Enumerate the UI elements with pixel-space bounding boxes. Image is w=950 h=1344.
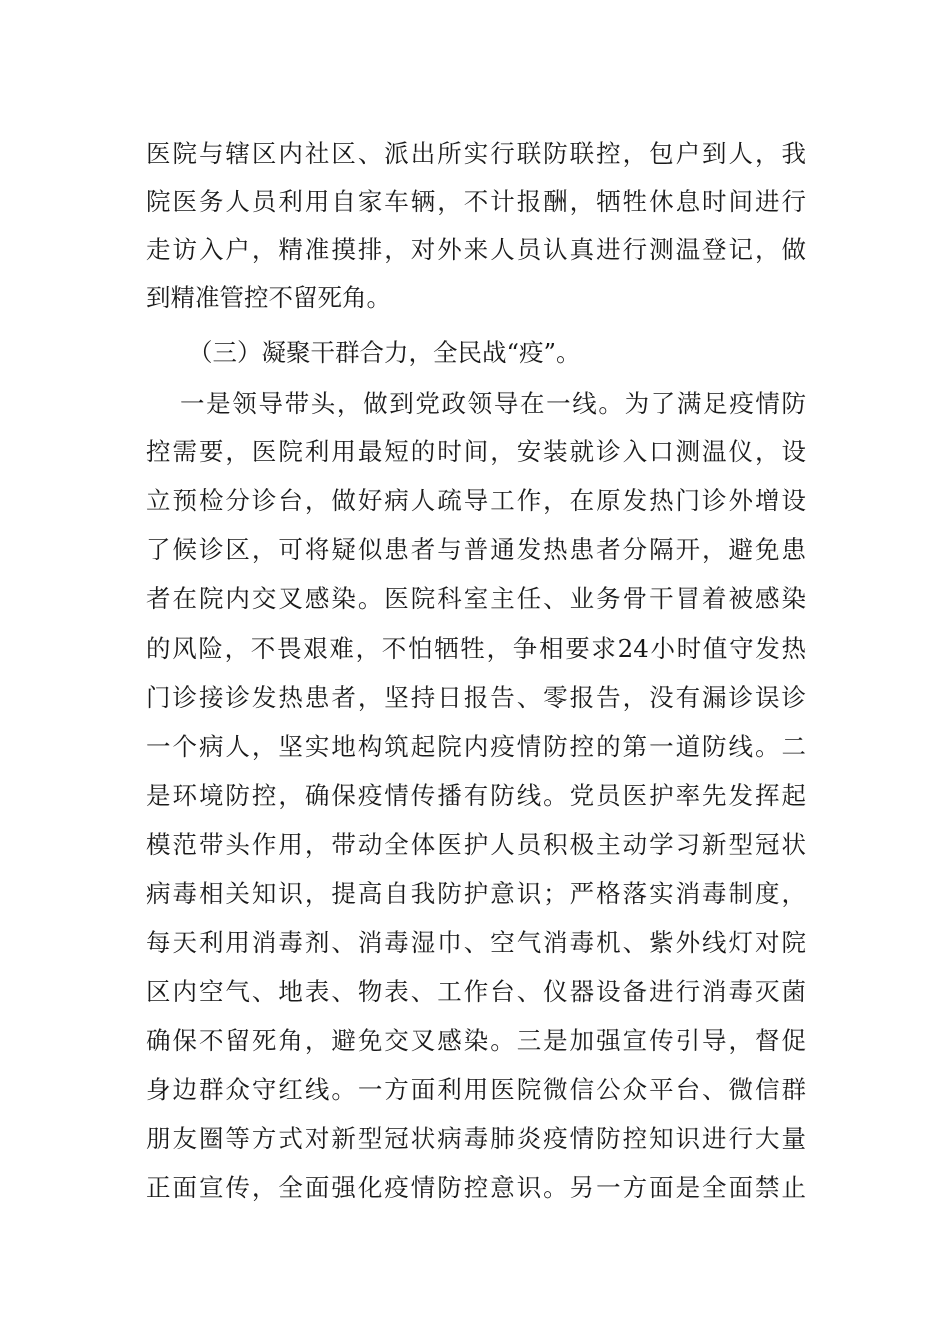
text-line: 医院与辖区内社区、派出所实行联防联控，包户到人，我 — [146, 139, 806, 168]
text-line: 门诊接诊发热患者，坚持日报告、零报告，没有漏诊误诊 — [146, 683, 806, 712]
text-line: 每天利用消毒剂、消毒湿巾、空气消毒机、紫外线灯对院 — [146, 928, 806, 957]
section-heading: （三）凝聚干群合力，全民战“疫”。 — [188, 338, 581, 367]
text-line: 立预检分诊台，做好病人疏导工作，在原发热门诊外增设 — [146, 486, 806, 515]
text-line: 控需要，医院利用最短的时间，安装就诊入口测温仪，设 — [146, 437, 806, 466]
text-line: 的风险，不畏艰难，不怕牺牲，争相要求24小时值守发热 — [146, 634, 806, 663]
text-line: 病毒相关知识，提高自我防护意识；严格落实消毒制度， — [146, 879, 806, 908]
text-line: 到精准管控不留死角。 — [146, 283, 391, 312]
text-line: 模范带头作用，带动全体医护人员积极主动学习新型冠状 — [146, 830, 806, 859]
text-line: 一个病人，坚实地构筑起院内疫情防控的第一道防线。二 — [146, 732, 806, 761]
text-line: 是环境防控，确保疫情传播有防线。党员医护率先发挥起 — [146, 781, 806, 810]
text-line: 走访入户，精准摸排，对外来人员认真进行测温登记，做 — [146, 235, 806, 264]
text-line: 区内空气、地表、物表、工作台、仪器设备进行消毒灭菌 — [146, 977, 806, 1006]
text-line: 者在院内交叉感染。医院科室主任、业务骨干冒着被感染 — [146, 584, 806, 613]
text-line: 身边群众守红线。一方面利用医院微信公众平台、微信群 — [146, 1075, 806, 1104]
text-line: 确保不留死角，避免交叉感染。三是加强宣传引导，督促 — [146, 1026, 806, 1055]
text-line: 朋友圈等方式对新型冠状病毒肺炎疫情防控知识进行大量 — [146, 1124, 806, 1153]
text-line: 了候诊区，可将疑似患者与普通发热患者分隔开，避免患 — [146, 535, 806, 564]
text-line: 正面宣传，全面强化疫情防控意识。另一方面是全面禁止 — [146, 1173, 806, 1202]
text-line: 院医务人员利用自家车辆，不计报酬，牺牲休息时间进行 — [146, 187, 806, 216]
paragraph-first-line: 一是领导带头，做到党政领导在一线。为了满足疫情防 — [180, 389, 806, 418]
